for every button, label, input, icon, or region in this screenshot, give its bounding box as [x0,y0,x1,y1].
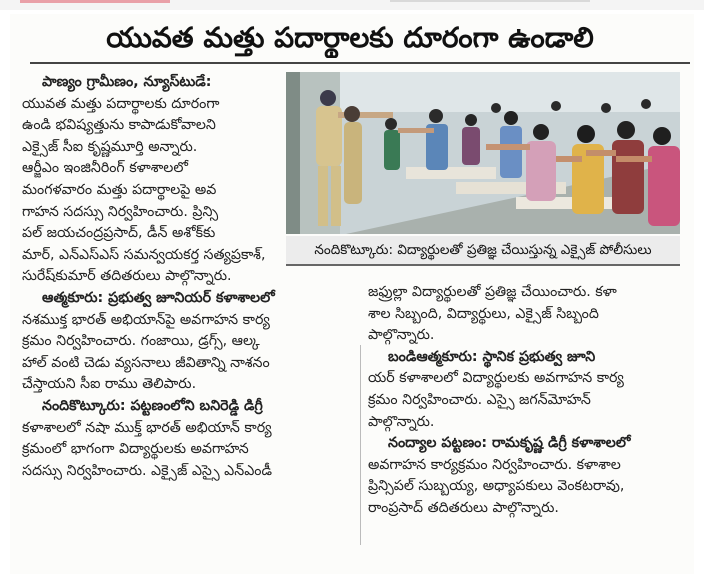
pledge-photo-illustration [286,72,680,234]
article-line: అవగాహన కార్యక్రమం నిర్వహించారు. కళాశాల [368,456,621,473]
left-column [22,72,284,482]
article-line: బండిఆత్మకూరు: స్థానిక ప్రభుత్వ జూని [388,348,596,365]
article-line: చేస్తాయని సీఐ రాము తెలిపారు. [22,376,197,393]
headline-rule [30,62,690,64]
article-line: ప్రిన్సిపల్ సుబ్బయ్య, అధ్యాపకులు వెంకటరావు, [368,478,625,495]
photo-caption: నందికొట్కూరు: విద్యార్థులతో ప్రతిజ్ఞ చేయిస్తున్న ఎక్సైజ్ పోలీసులు [286,236,680,266]
previous-text-fragment [390,0,590,2]
article-headline: యువత మత్తు పదార్థాలకు దూరంగా ఉండాలి [106,21,594,54]
article-line: మంగళవారం మత్తు పదార్థాలపై అవ [22,181,217,198]
article-line: జఫ్రుల్లా విద్యార్థులతో ప్రతిజ్ఞ చేయించారు. కళా [368,284,617,300]
article-line: క్రమం నిర్వహించారు. గంజాయి, డ్రగ్స్, ఆల్క [22,333,260,350]
article-line: గాహన సదస్సు నిర్వహించారు. ప్రిన్సి [22,203,219,220]
previous-headline-fragment [20,0,170,3]
article-line: పాల్గొన్నారు. [368,413,435,430]
article-line: మార్, ఎన్ఎస్ఎస్ సమన్వయకర్త సత్యప్రకాశ్, [22,246,266,263]
article-line: యర్ కళాశాలలో విద్యార్థులకు అవగాహన కార్య [368,370,624,387]
article-line: యువత మత్తు పదార్థాలకు దూరంగా [22,95,220,112]
article-line: నంద్యాల పట్టణం: రామకృష్ణ డిగ్రీ కళాశాలలో [388,435,631,452]
article-line: హాల్ వంటి చెడు వ్యసనాలు జీవితాన్ని నాశనం [22,354,270,371]
article-line: ఉండి భవిష్యత్తును కాపాడుకోవాలని [22,117,216,134]
article-line: ఆత్మకూరు: ప్రభుత్వ జూనియర్ కళాశాలలో [42,289,275,306]
article-line: నందికొట్కూరు: పట్టణంలోని బనిరెడ్డి డిగ్రీ [42,397,263,414]
article-line: రాంప్రసాద్ తదితరులు పాల్గొన్నారు. [368,499,559,516]
article-line: సురేష్‌కుమార్ తదితరులు పాల్గొన్నారు. [22,268,232,285]
article-line: పాణ్యం గ్రామీణం, న్యూస్‌టుడే: [42,74,212,90]
article-line: సదస్సు నిర్వహించారు. ఎక్సైజ్ ఎస్సై ఎన్ఎండీ [22,462,273,479]
news-photo [286,72,680,234]
article-line: ఎక్సైజ్ సీఐ కృష్ణమూర్తి అన్నారు. [22,138,198,155]
article-line: శాల సిబ్బంది, విద్యార్థులు, ఎక్సైజ్ సిబ్బంది [368,305,599,322]
article-line: క్రమంలో భాగంగా విద్యార్థులకు అవగాహన [22,441,249,458]
article-line: ఆర్జీఎం ఇంజినీరింగ్ కళాశాలలో [22,160,188,177]
article-line: నశముక్త భారత్ అభియాన్‌పై అవగాహన కార్య [22,311,270,328]
right-column [368,282,684,520]
previous-article-strip [0,0,704,10]
article-line: పల్ జయచంద్రప్రసాద్, డీన్ అశోక్‌కు [22,225,216,242]
article-line: కళాశాలలో నషా ముక్త్ భారత్ అభియాన్ కార్య [22,419,272,436]
article-line: పాల్గొన్నారు. [368,327,435,344]
column-divider [360,345,361,545]
article-line: క్రమం నిర్వహించారు. ఎస్సై జగన్‌మోహన్ [368,391,591,408]
